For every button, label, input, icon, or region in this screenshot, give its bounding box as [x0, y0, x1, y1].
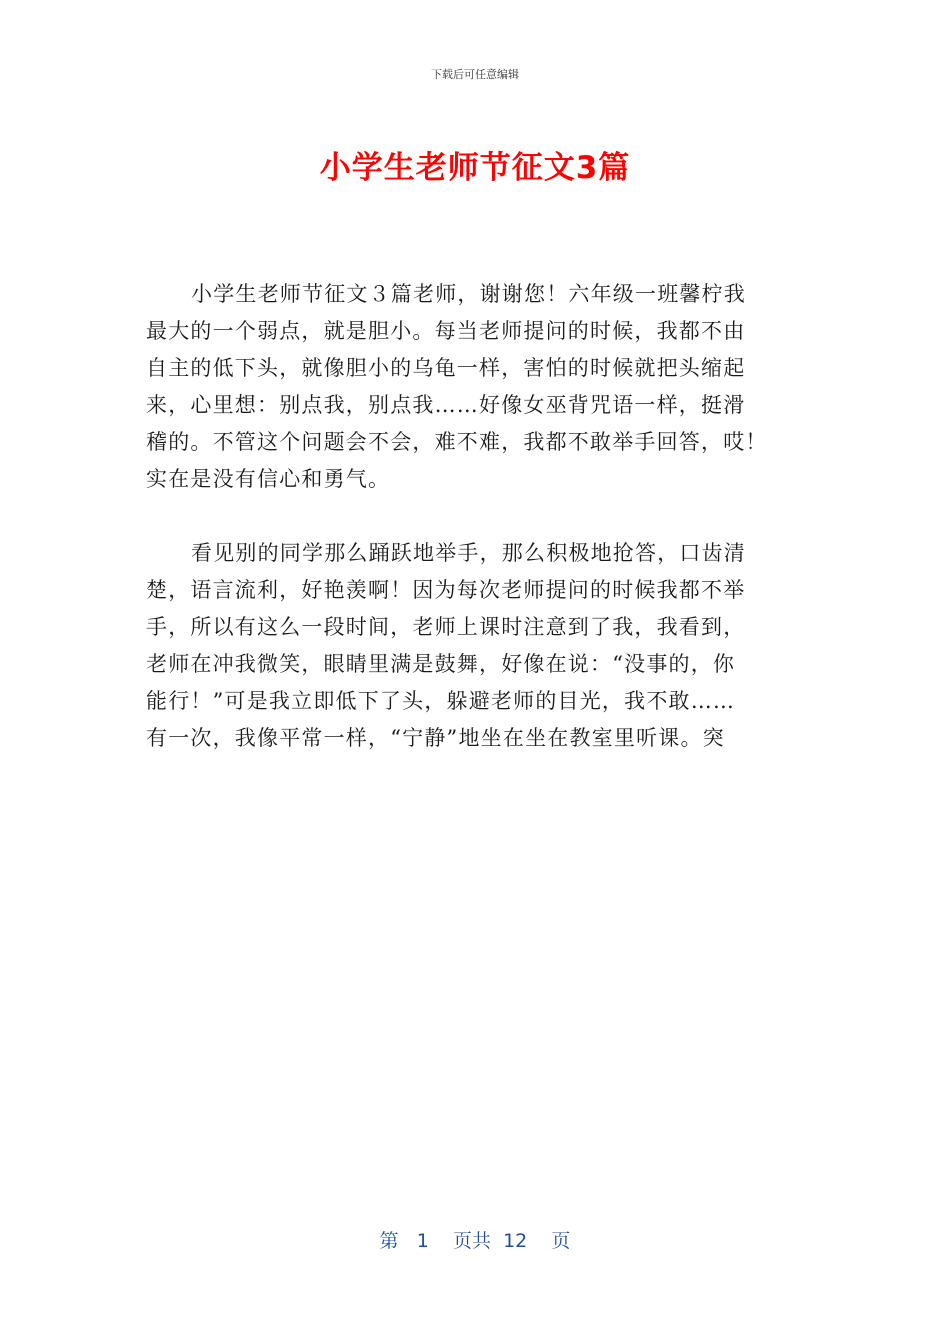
text-line: 稽的。不管这个问题会不会，难不难，我都不敢举手回答，哎！	[146, 430, 768, 454]
text-line: 有一次，我像平常一样，“宁静”地坐在坐在教室里听课。突	[146, 726, 725, 750]
text-line: 小学生老师节征文３篇老师，谢谢您！六年级一班馨柠我	[191, 282, 746, 306]
text-line: 手，所以有这么一段时间，老师上课时注意到了我，我看到，	[146, 615, 746, 639]
page-footer	[0, 1226, 950, 1253]
document-body	[146, 276, 806, 794]
footer-prefix: 第	[379, 1230, 399, 1252]
document-title: 小学生老师节征文3篇	[319, 150, 631, 186]
paragraph-1	[146, 276, 806, 498]
text-line: 老师在冲我微笑，眼睛里满是鼓舞，好像在说：“没事的，你	[146, 652, 736, 676]
current-page-number: 1	[416, 1230, 429, 1252]
text-line: 能行！”可是我立即低下了头，躲避老师的目光，我不敢……	[146, 689, 736, 713]
text-line: 自主的低下头，就像胆小的乌龟一样，害怕的时候就把头缩起	[146, 356, 746, 380]
total-pages-number: 12	[503, 1230, 528, 1252]
text-line: 楚，语言流利，好艳羡啊！因为每次老师提问的时候我都不举	[146, 578, 746, 602]
text-line: 看见别的同学那么踊跃地举手，那么积极地抢答，口齿清	[191, 541, 746, 565]
paragraph-2	[146, 535, 806, 757]
text-line: 最大的一个弱点，就是胆小。每当老师提问的时候，我都不由	[146, 319, 746, 343]
footer-suffix: 页	[551, 1230, 571, 1252]
header-note: 下载后可任意编辑	[431, 68, 519, 81]
text-line: 来，心里想：别点我，别点我……好像女巫背咒语一样，挺滑	[146, 393, 746, 417]
text-line: 实在是没有信心和勇气。	[146, 467, 391, 491]
footer-middle: 页共	[452, 1230, 491, 1252]
